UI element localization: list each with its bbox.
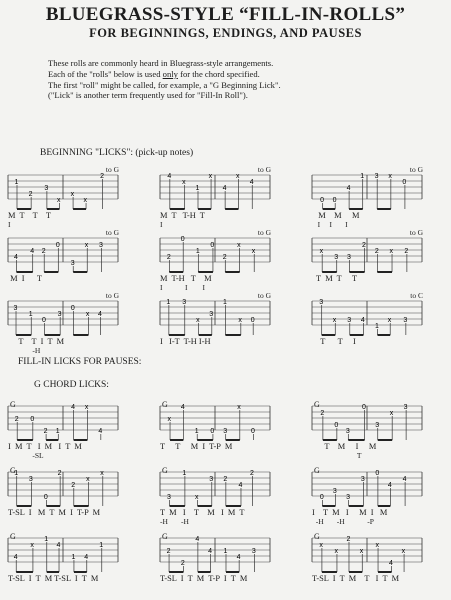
svg-text:0: 0 (320, 196, 325, 204)
fingering-main: M T T-H T (160, 211, 205, 220)
svg-text:0: 0 (42, 316, 46, 324)
svg-text:0: 0 (334, 421, 339, 429)
svg-text:x: x (388, 172, 392, 180)
svg-text:2: 2 (320, 409, 325, 417)
fingering-labels (312, 274, 430, 283)
svg-text:1: 1 (195, 184, 200, 192)
tab-staff (8, 403, 118, 444)
svg-text:4: 4 (180, 403, 185, 411)
fingering-sub: T (312, 451, 362, 460)
tab-staff (312, 535, 422, 576)
svg-text:3: 3 (223, 427, 228, 435)
svg-text:4: 4 (236, 553, 241, 561)
svg-text:x: x (332, 316, 337, 324)
chord-label: G (162, 400, 168, 409)
chord-label: G (10, 532, 16, 541)
svg-text:2: 2 (41, 247, 46, 255)
svg-text:3: 3 (70, 259, 75, 267)
svg-text:0: 0 (375, 469, 380, 477)
chord-label: G (314, 466, 320, 475)
svg-text:0: 0 (43, 493, 48, 501)
target-chord-label: to G (409, 165, 423, 174)
tab-staff (8, 238, 118, 276)
beginning-lick-tab (312, 228, 427, 283)
tab-staff (8, 535, 118, 576)
tab-staff (312, 298, 422, 339)
svg-text:0: 0 (332, 196, 337, 204)
fingering-labels (160, 274, 278, 292)
svg-text:3: 3 (332, 487, 337, 495)
svg-text:3: 3 (403, 316, 408, 324)
svg-text:x: x (85, 310, 90, 318)
svg-text:1: 1 (195, 247, 200, 255)
svg-text:2: 2 (223, 475, 228, 483)
svg-text:2: 2 (222, 253, 227, 261)
svg-text:1: 1 (71, 553, 76, 561)
g-chord-lick-tab (160, 398, 275, 451)
g-chord-lick-tab (160, 530, 275, 583)
svg-text:x: x (167, 415, 172, 423)
svg-text:2: 2 (28, 190, 33, 198)
g-chord-lick-tab (8, 464, 123, 517)
svg-text:x: x (237, 241, 241, 249)
tab-staff (312, 469, 422, 510)
intro-line: ("Lick" is another term frequently used for "Fill-In Roll"). (48, 90, 248, 101)
section-gchord-heading: G CHORD LICKS: (34, 380, 109, 390)
svg-text:0: 0 (250, 316, 255, 324)
svg-text:x: x (387, 316, 392, 324)
svg-text:3: 3 (44, 184, 49, 192)
svg-text:4: 4 (346, 184, 351, 192)
svg-text:3: 3 (334, 253, 339, 261)
intro-line: Each of the "rolls" below is used only for the chord specified. (48, 68, 260, 79)
svg-text:x: x (238, 316, 242, 324)
fingering-labels (312, 211, 430, 229)
svg-text:4: 4 (208, 547, 213, 555)
svg-text:4: 4 (402, 475, 407, 483)
fingering-labels (8, 508, 126, 517)
target-chord-label: to G (257, 165, 271, 174)
svg-text:4: 4 (222, 184, 227, 192)
svg-text:x: x (100, 469, 104, 477)
fingering-labels (160, 442, 278, 451)
tab-staff (312, 403, 422, 444)
intro-line: The first "roll" might be called, for example, a "G Beginning Lick". (48, 79, 281, 90)
tab-staff (160, 535, 270, 576)
svg-text:3: 3 (347, 316, 352, 324)
fingering-main: T T I T M (8, 337, 65, 346)
fingering-sub: I I I (160, 283, 205, 292)
fingering-main: M I T (8, 274, 43, 283)
svg-text:3: 3 (375, 421, 380, 429)
svg-text:x: x (375, 541, 380, 549)
beginning-lick-tab (8, 291, 123, 355)
svg-text:2: 2 (166, 547, 171, 555)
fingering-main: T T M I T-P M (160, 442, 233, 451)
target-chord-label: to G (409, 228, 423, 237)
fingering-main: T M I T M I M T (160, 508, 245, 517)
svg-text:x: x (237, 403, 241, 411)
svg-text:x: x (319, 247, 324, 255)
fingering-main: T-SL I T M T I T M (312, 574, 400, 583)
fingering-labels (8, 574, 126, 583)
svg-text:4: 4 (389, 559, 393, 567)
svg-text:3: 3 (360, 475, 365, 483)
page-subtitle: FOR BEGINNINGS, ENDINGS, AND PAUSES (89, 26, 362, 40)
svg-text:4: 4 (71, 403, 76, 411)
svg-text:0: 0 (55, 241, 60, 249)
svg-text:4: 4 (238, 481, 243, 489)
fingering-main: I M T I M I T M (8, 442, 82, 451)
svg-text:x: x (401, 547, 406, 555)
fingering-sub: -H -H (160, 517, 189, 526)
tab-staff (8, 469, 118, 510)
svg-text:x: x (334, 547, 338, 555)
fingering-main: I I-T T-H I-H (160, 337, 211, 346)
svg-text:x: x (319, 541, 323, 549)
beginning-lick-tab (312, 165, 427, 229)
svg-text:1: 1 (14, 469, 19, 477)
svg-text:x: x (56, 196, 61, 204)
fingering-labels (8, 211, 126, 229)
tab-staff (160, 172, 270, 213)
page-title: BLUEGRASS-STYLE “FILL-IN-ROLLS” (45, 4, 406, 25)
g-chord-lick-tab (8, 398, 123, 460)
fingering-sub: I I I (312, 220, 348, 229)
beginning-lick-tab (160, 291, 275, 346)
svg-text:4: 4 (249, 178, 254, 186)
tab-staff (160, 469, 270, 510)
fingering-sub: I (8, 220, 11, 229)
svg-text:2: 2 (374, 247, 379, 255)
beginning-lick-tab (312, 291, 427, 346)
chord-label: G (314, 532, 320, 541)
g-chord-lick-tab (312, 398, 427, 460)
svg-text:x: x (84, 241, 89, 249)
fingering-sub: -H -H -P (312, 517, 374, 526)
svg-text:4: 4 (195, 535, 200, 543)
svg-text:0: 0 (210, 241, 215, 249)
g-chord-lick-tab (312, 464, 427, 526)
target-chord-label: to G (257, 291, 271, 300)
chord-label: G (162, 466, 168, 475)
svg-text:4: 4 (98, 427, 103, 435)
svg-text:4: 4 (167, 172, 172, 180)
fingering-sub: -H (8, 346, 41, 355)
beginning-lick-tab (8, 165, 123, 229)
target-chord-label: to G (105, 228, 119, 237)
target-chord-label: to C (410, 291, 423, 300)
svg-text:2: 2 (71, 481, 76, 489)
svg-text:x: x (195, 493, 199, 501)
fingering-main: T T I (312, 337, 356, 346)
svg-text:3: 3 (345, 427, 350, 435)
svg-text:2: 2 (249, 469, 254, 477)
fingering-labels (160, 211, 278, 229)
svg-text:1: 1 (223, 547, 228, 555)
svg-text:2: 2 (43, 427, 48, 435)
svg-text:0: 0 (319, 493, 324, 501)
svg-text:3: 3 (182, 298, 187, 306)
intro-text (48, 58, 428, 101)
svg-text:2: 2 (57, 469, 62, 477)
fingering-labels (312, 442, 430, 460)
tab-staff (8, 301, 118, 339)
beginning-lick-tab (160, 165, 275, 229)
chord-label: G (10, 466, 16, 475)
intro-line: These rolls are commonly heard in Bluegrass-style arrangements. (48, 58, 274, 68)
svg-text:1: 1 (55, 427, 60, 435)
fingering-labels (312, 337, 430, 346)
target-chord-label: to G (105, 291, 119, 300)
svg-text:x: x (86, 475, 90, 483)
svg-text:1: 1 (28, 310, 33, 318)
target-chord-label: to G (105, 165, 119, 174)
tab-staff (160, 298, 270, 339)
svg-text:x: x (389, 409, 394, 417)
svg-text:4: 4 (98, 310, 102, 318)
g-chord-lick-tab (160, 464, 275, 526)
fingering-main: M T-H T M (160, 274, 212, 283)
svg-text:2: 2 (100, 172, 104, 180)
tab-staff (160, 235, 270, 276)
tab-staff (312, 172, 422, 213)
fingering-labels (160, 574, 278, 583)
svg-text:x: x (83, 196, 88, 204)
fingering-main: T-SL I T M T-P I T M (160, 574, 248, 583)
svg-text:x: x (70, 190, 75, 198)
fingering-labels (8, 442, 126, 460)
fingering-labels (8, 274, 126, 283)
svg-text:1: 1 (14, 178, 19, 186)
svg-text:3: 3 (319, 298, 324, 306)
svg-text:1: 1 (222, 298, 227, 306)
svg-text:4: 4 (360, 316, 365, 324)
svg-text:3: 3 (209, 475, 214, 483)
tab-staff (312, 238, 422, 276)
svg-text:3: 3 (374, 172, 379, 180)
svg-text:1: 1 (99, 541, 104, 549)
svg-text:3: 3 (57, 310, 62, 318)
svg-text:3: 3 (13, 304, 18, 312)
tab-staff (160, 403, 270, 444)
svg-text:4: 4 (13, 553, 18, 561)
svg-text:x: x (84, 403, 89, 411)
svg-text:1: 1 (194, 427, 199, 435)
svg-text:2: 2 (404, 247, 409, 255)
fingering-main: M T T T (8, 211, 51, 220)
g-chord-lick-tab (312, 530, 427, 583)
svg-text:1: 1 (360, 172, 365, 180)
svg-text:3: 3 (209, 310, 214, 318)
svg-text:0: 0 (250, 427, 255, 435)
svg-text:3: 3 (99, 241, 103, 249)
fingering-main: T-SL I M T M I T-P M (8, 508, 101, 517)
beginning-lick-tab (160, 228, 275, 292)
svg-text:x: x (182, 178, 186, 186)
svg-text:4: 4 (56, 541, 61, 549)
svg-text:1: 1 (166, 298, 171, 306)
svg-text:3: 3 (28, 475, 33, 483)
fingering-labels (160, 337, 278, 346)
fingering-labels (160, 508, 278, 526)
svg-text:3: 3 (167, 493, 171, 501)
fingering-main: M M M (312, 211, 360, 220)
fingering-main: T M I M (312, 442, 377, 451)
fingering-labels (312, 574, 430, 583)
fingering-main: I T M I M I M (312, 508, 388, 517)
svg-text:0: 0 (180, 235, 185, 243)
chord-label: G (162, 532, 168, 541)
svg-text:x: x (251, 247, 256, 255)
svg-text:0: 0 (362, 403, 366, 411)
svg-text:2: 2 (180, 559, 185, 567)
svg-text:3: 3 (251, 547, 256, 555)
svg-text:4: 4 (84, 553, 89, 561)
svg-text:x: x (389, 247, 394, 255)
tab-staff (8, 172, 118, 213)
fingering-main: T M T T (312, 274, 358, 283)
fingering-labels (8, 337, 126, 355)
svg-text:4: 4 (14, 253, 18, 261)
svg-text:x: x (208, 172, 213, 180)
beginning-lick-tab (8, 228, 123, 283)
g-chord-lick-tab (8, 530, 123, 583)
fingering-sub: I (160, 220, 163, 229)
svg-text:4: 4 (30, 247, 35, 255)
svg-text:3: 3 (403, 403, 408, 411)
svg-text:1: 1 (44, 535, 49, 543)
svg-text:3: 3 (346, 493, 351, 501)
section-fillin-heading: FILL-IN LICKS FOR PAUSES: (18, 357, 142, 367)
fingering-sub: -SL (8, 451, 44, 460)
svg-text:1: 1 (182, 469, 187, 477)
svg-text:2: 2 (166, 253, 171, 261)
chord-label: G (314, 400, 320, 409)
svg-text:2: 2 (362, 241, 366, 249)
chord-label: G (10, 400, 16, 409)
svg-text:x: x (196, 316, 200, 324)
svg-text:x: x (359, 547, 364, 555)
svg-text:0: 0 (402, 178, 407, 186)
svg-text:4: 4 (387, 481, 392, 489)
svg-text:2: 2 (346, 535, 351, 543)
target-chord-label: to G (257, 228, 271, 237)
fingering-main: T-SL I T M T-SL I T M (8, 574, 99, 583)
fingering-labels (312, 508, 430, 526)
svg-text:2: 2 (14, 415, 19, 423)
svg-text:0: 0 (210, 427, 215, 435)
svg-text:1: 1 (374, 322, 379, 330)
svg-text:0: 0 (30, 415, 35, 423)
svg-text:x: x (235, 172, 240, 180)
section-beginning-heading: BEGINNING "LICKS": (pick-up notes) (40, 148, 194, 158)
svg-text:x: x (30, 541, 34, 549)
svg-text:3: 3 (346, 253, 351, 261)
svg-text:0: 0 (70, 304, 75, 312)
